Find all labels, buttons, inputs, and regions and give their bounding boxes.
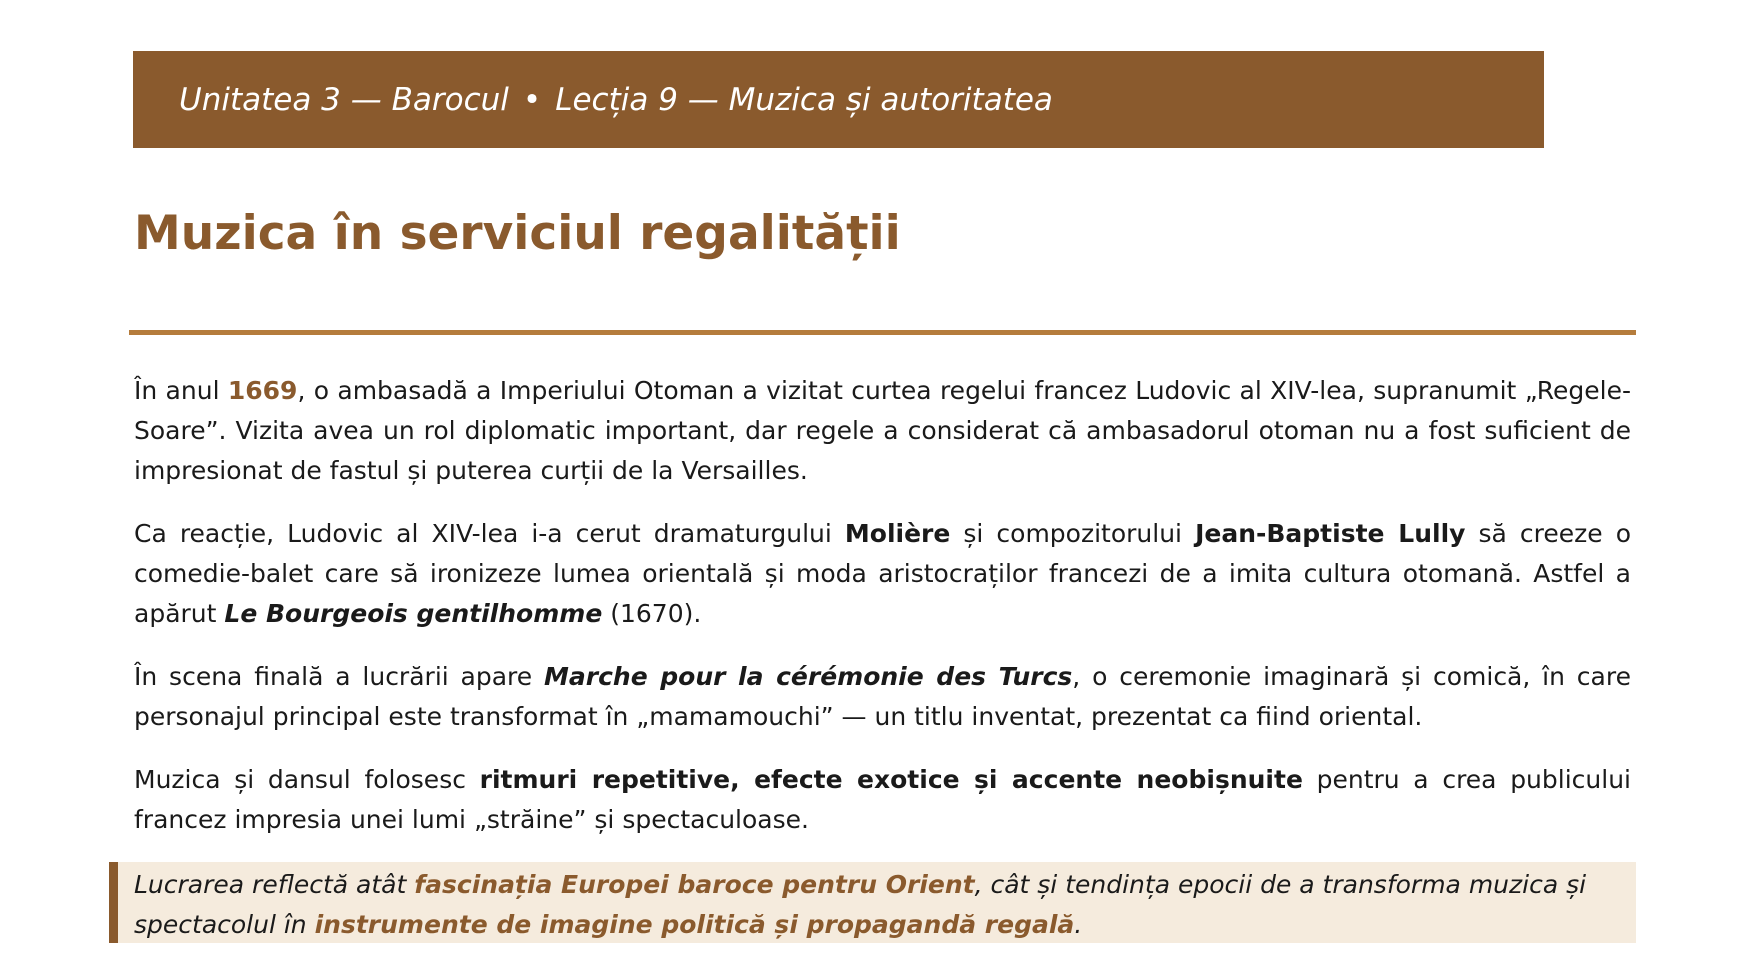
callout-highlight-2: instrumente de imagine politică și propagandă regală	[314, 910, 1075, 939]
lesson-body	[134, 371, 1631, 863]
lully-name: Jean-Baptiste Lully	[1195, 519, 1466, 548]
paragraph-3: În scena finală a lucrării apare Marche pour la cérémonie des Turcs, o ceremonie imaginară și comică, în care personajul principal este transformat în „mamamouchi” — un titlu inventat, prezentat ca fiind oriental.	[134, 662, 1631, 731]
title-divider	[129, 330, 1636, 335]
work-title-marche: Marche pour la cérémonie des Turcs	[544, 662, 1073, 691]
moliere-name: Molière	[844, 519, 951, 548]
lesson-header-bar	[133, 51, 1544, 148]
callout-highlight-1: fascinația Europei baroce pentru Orient	[414, 870, 975, 899]
music-features: ritmuri repetitive, efecte exotice și accente neobișnuite	[479, 765, 1303, 794]
lesson-label: Lecția 9 — Muzica și autoritatea	[555, 81, 1053, 118]
unit-label: Unitatea 3 — Barocul	[179, 81, 509, 118]
header-separator: •	[522, 81, 542, 118]
paragraph-1: În anul 1669, o ambasadă a Imperiului Otoman a vizitat curtea regelui francez Ludovic al XIV-lea, supranumit „Regele-Soare”. Vizita avea un rol diplomatic important, dar regele a considerat că ambasadorul otoman nu a fost suficient de impresionat de fastul și puterea curții de la Versailles.	[134, 376, 1631, 485]
page-title: Muzica în serviciul regalității	[134, 206, 901, 261]
year-highlight: 1669	[227, 376, 298, 405]
paragraph-4: Muzica și dansul folosesc ritmuri repetitive, efecte exotice și accente neobișnuite pentru a crea publicului francez impresia unei lumi „străine” și spectaculoase.	[134, 765, 1631, 834]
conclusion-callout: Lucrarea reflectă atât fascinația Europei baroce pentru Orient, cât și tendința epocii de a transforma muzica și spectacolul în instrumente de imagine politică și propagandă regală.	[109, 862, 1636, 943]
work-title-bourgeois: Le Bourgeois gentilhomme	[224, 599, 603, 628]
paragraph-2: Ca reacție, Ludovic al XIV-lea i-a cerut dramaturgului Molière și compozitorului Jean-Baptiste Lully să creeze o comedie-balet care să ironizeze lumea orientală și moda aristocraților francezi de a imita cultura otomană. Astfel a apărut Le Bourgeois gentilhomme (1670).	[134, 519, 1631, 628]
